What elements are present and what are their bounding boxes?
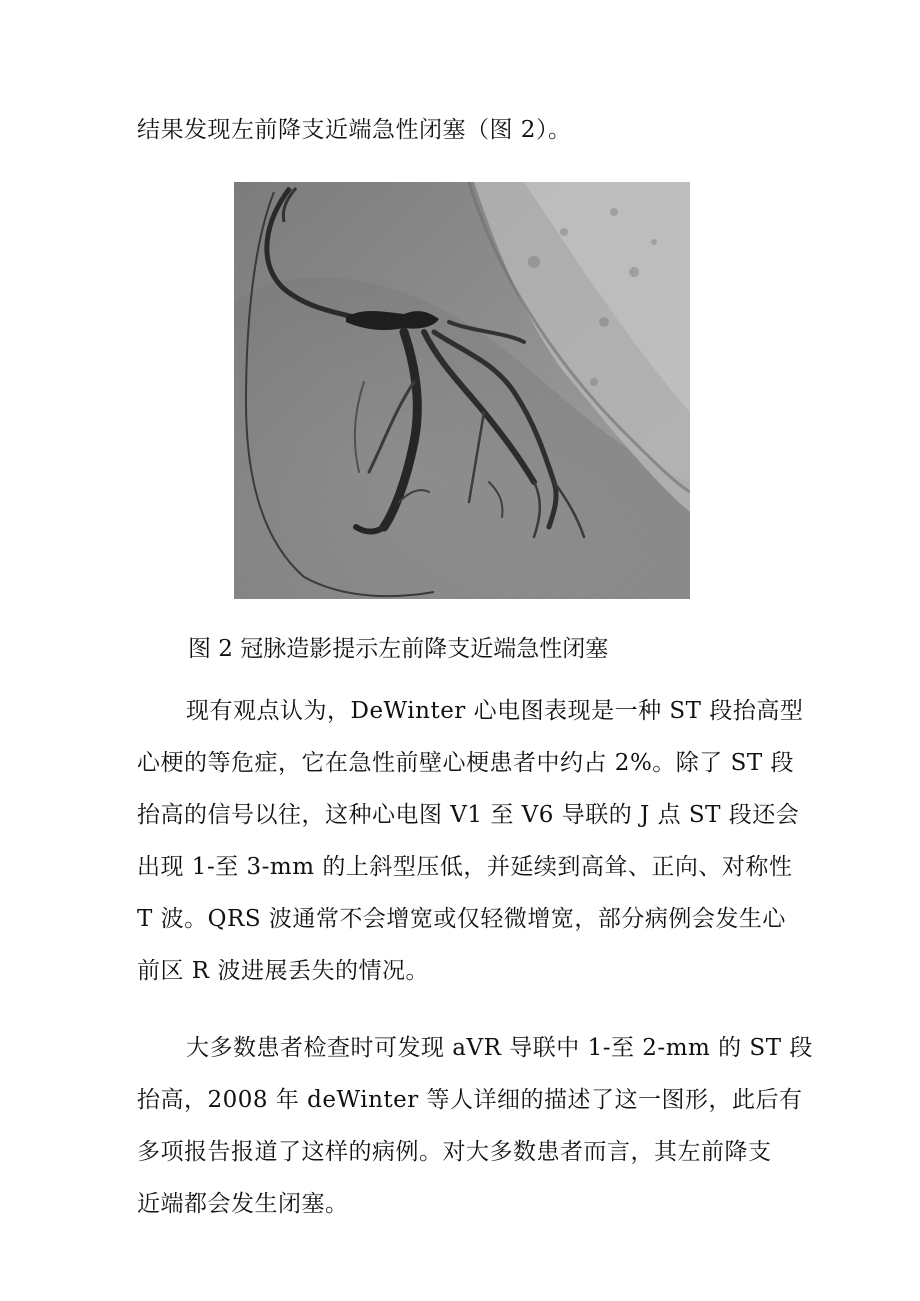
paragraph1-line: T 波。QRS 波通常不会增宽或仅轻微增宽，部分病例会发生心: [137, 906, 786, 932]
paragraph2-line: 抬高，2008 年 deWinter 等人详细的描述了这一图形，此后有: [137, 1087, 803, 1113]
paragraph2-line: 多项报告报道了这样的病例。对大多数患者而言，其左前降支: [137, 1139, 772, 1165]
paragraph1-line: 出现 1-至 3-mm 的上斜型压低，并延续到高耸、正向、对称性: [137, 854, 793, 880]
intro-text: 结果发现左前降支近端急性闭塞（图 2）。: [137, 117, 572, 143]
paragraph1-line: 抬高的信号以往，这种心电图 V1 至 V6 导联的 J 点 ST 段还会: [137, 802, 800, 828]
paragraph2-line: 大多数患者检查时可发现 aVR 导联中 1-至 2-mm 的 ST 段: [186, 1035, 813, 1061]
paragraph1-line: 现有观点认为，DeWinter 心电图表现是一种 ST 段抬高型: [186, 698, 804, 724]
figure-caption: 图 2 冠脉造影提示左前降支近端急性闭塞: [188, 636, 609, 662]
paragraph1-line: 前区 R 波进展丢失的情况。: [137, 958, 429, 984]
angiogram-image: [234, 182, 690, 599]
paragraph2-line: 近端都会发生闭塞。: [137, 1191, 349, 1217]
paragraph1-line: 心梗的等危症，它在急性前壁心梗患者中约占 2%。除了 ST 段: [137, 750, 795, 776]
